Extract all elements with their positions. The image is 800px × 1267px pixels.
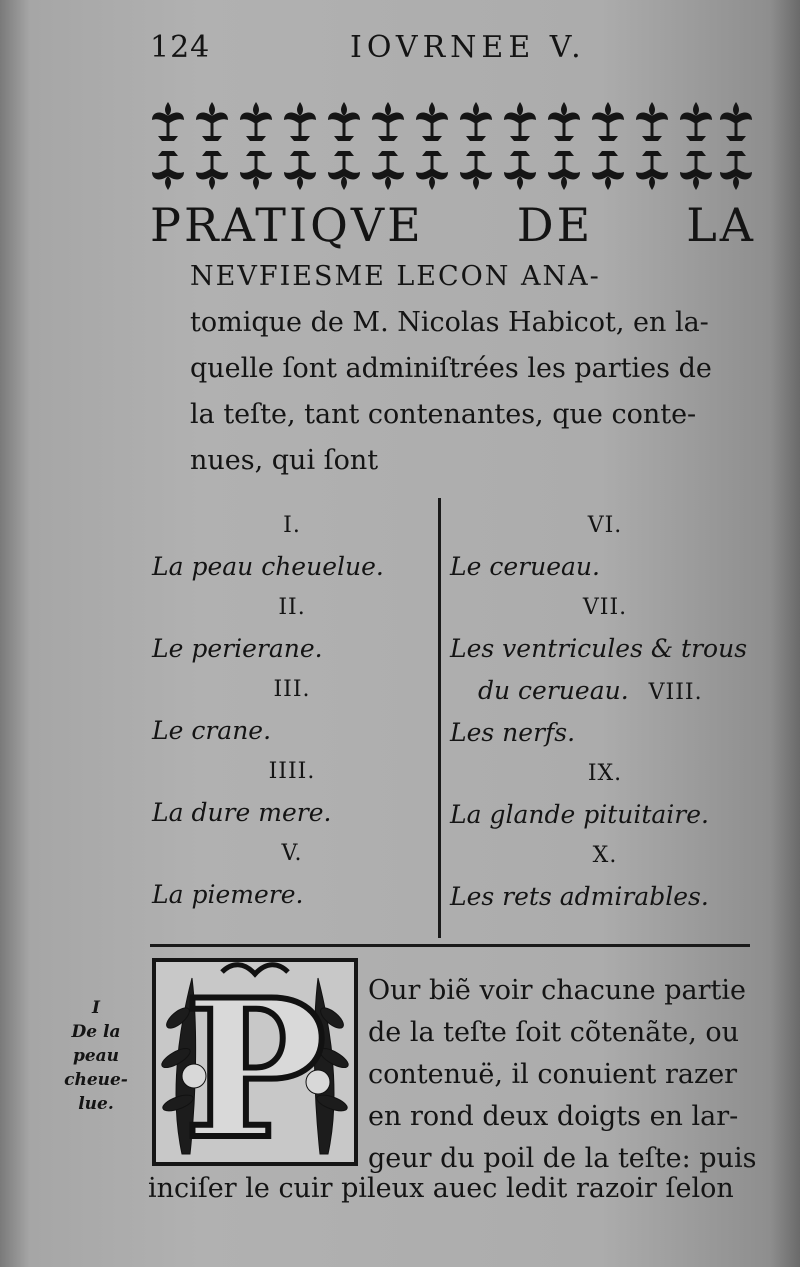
margin-note-line: peau	[72, 1046, 120, 1066]
contents-number: IIII.	[268, 759, 316, 784]
contents-number: VI.	[587, 513, 623, 538]
body-line: contenuë, il conuient razer	[368, 1059, 738, 1090]
title-line: la teſte, tant contenantes, que conte-	[190, 399, 697, 430]
decorated-initial	[152, 958, 358, 1166]
contents-number: X.	[592, 843, 618, 868]
body-paragraph	[368, 970, 768, 1180]
contents-item: du cerueau.	[478, 676, 629, 705]
contents-item: Le cerueau.	[450, 552, 600, 581]
contents-number: II.	[278, 595, 306, 620]
ornament-row-top	[152, 102, 752, 141]
contents-item: La piemere.	[152, 880, 304, 909]
contents-item: Les ventricules & trous	[450, 634, 748, 663]
contents-item: La peau cheuelue.	[152, 552, 384, 581]
column-divider	[438, 498, 441, 938]
contents-item: Le perierane.	[152, 634, 323, 663]
title-first-line	[150, 198, 756, 252]
title-word: DE	[516, 198, 594, 252]
contents-item: La glande pituitaire.	[450, 800, 709, 829]
contents-item: Le crane.	[152, 716, 272, 745]
contents-number: III.	[273, 677, 311, 702]
margin-note-line: De la	[71, 1022, 121, 1042]
section-rule	[150, 944, 750, 947]
margin-note	[48, 996, 144, 1116]
body-line: Our biẽ voir chacune partie	[368, 975, 746, 1006]
title-word: LA	[686, 198, 756, 252]
fleuron-ornament-band	[148, 100, 756, 192]
body-line-full-width: inciſer le cuir pileux auec ledit razoir ſelon	[148, 1173, 734, 1204]
margin-note-number: I	[92, 998, 100, 1018]
body-line: en rond deux doigts en lar-	[368, 1101, 739, 1132]
page-number: 124	[150, 30, 211, 65]
contents-number: IX.	[587, 761, 623, 786]
ornament-row-bottom	[152, 151, 752, 190]
contents-number: V.	[281, 841, 303, 866]
title-line: nues, qui ſont	[190, 445, 379, 476]
margin-note-line: lue.	[78, 1094, 114, 1114]
margin-note-line: cheue-	[64, 1070, 128, 1090]
title-word: PRATIQVE	[150, 198, 424, 252]
initial-letter: P	[183, 958, 327, 1166]
contents-item: La dure mere.	[152, 798, 332, 827]
contents-item-continuation	[450, 670, 760, 712]
contents-number: VIII.	[648, 680, 703, 705]
body-line: geur du poil de la teſte: puis	[368, 1143, 757, 1174]
title-line: NEVFIESME LECON ANA-	[190, 261, 601, 292]
body-line: de la teſte ſoit cõtenãte, ou	[368, 1017, 740, 1048]
contents-number: I.	[283, 513, 301, 538]
title-continuation	[190, 254, 760, 484]
contents-right-column	[450, 506, 760, 918]
title-line: tomique de M. Nicolas Habicot, en la-	[190, 307, 709, 338]
contents-number: VII.	[582, 595, 628, 620]
contents-item: Les nerfs.	[450, 718, 576, 747]
contents-item: Les rets admirables.	[450, 882, 709, 911]
title-line: quelle ſont adminiſtrées les parties de	[190, 353, 712, 384]
running-head: IOVRNEE V.	[350, 30, 586, 65]
contents-left-column	[152, 506, 432, 916]
